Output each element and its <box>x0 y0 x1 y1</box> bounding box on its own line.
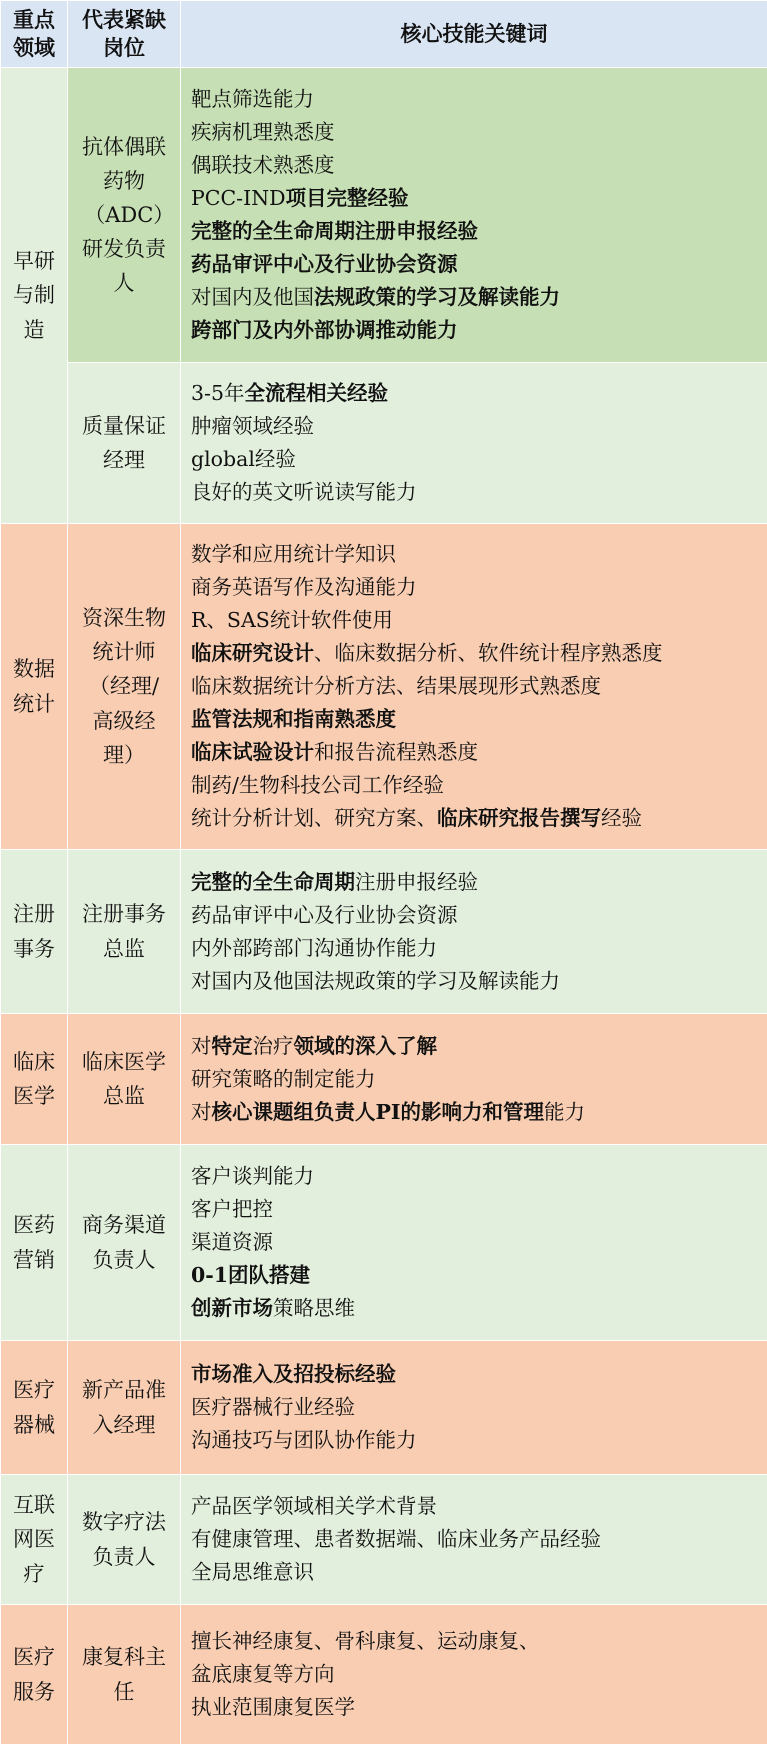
skill-text-bold: 完整的全生命周期注册申报经验 <box>191 219 478 243</box>
table-row <box>1 850 767 1014</box>
skills-cell <box>181 1475 767 1605</box>
skill-line <box>191 736 759 769</box>
role-cell: 质量保证经理 <box>68 363 181 524</box>
domain-cell: 医疗器械 <box>1 1341 68 1475</box>
skill-text: 研究策略的制定能力 <box>191 1066 376 1091</box>
skill-text: 、临床数据分析、软件统计程序熟悉度 <box>314 641 663 665</box>
skill-line <box>191 1523 759 1556</box>
skill-text: 经验 <box>601 806 642 830</box>
skill-line <box>191 866 759 899</box>
role-cell: 临床医学总监 <box>68 1014 181 1145</box>
skill-line <box>191 314 759 347</box>
skill-text: 靶点筛选能力 <box>191 87 314 111</box>
role-cell: 商务渠道负责人 <box>68 1145 181 1341</box>
header-skills: 核心技能关键词 <box>181 1 767 68</box>
header-domain: 重点领域 <box>1 1 68 68</box>
skill-text-bold: 临床试验设计 <box>191 740 314 764</box>
role-cell: 数字疗法负责人 <box>68 1475 181 1605</box>
skill-text: 良好的英文听说读写能力 <box>191 480 417 504</box>
skill-text: 渠道资源 <box>191 1230 273 1254</box>
domain-cell: 注册事务 <box>1 850 68 1014</box>
table-row <box>1 1145 767 1341</box>
skill-line <box>191 83 759 116</box>
skill-line <box>191 281 759 314</box>
skill-text: 擅长神经康复、骨科康复、运动康复、 <box>191 1629 540 1653</box>
skill-line <box>191 802 759 835</box>
skill-line <box>191 1292 759 1325</box>
domain-cell: 互联网医疗 <box>1 1475 68 1605</box>
domain-cell: 数据统计 <box>1 524 68 850</box>
skill-text-bold: 项目完整经验 <box>285 186 409 210</box>
skill-text: 执业范围康复医学 <box>191 1695 355 1719</box>
skill-line <box>191 149 759 182</box>
skill-line <box>191 1358 759 1391</box>
skill-text: 客户谈判能力 <box>191 1164 314 1188</box>
skill-line <box>191 215 759 248</box>
skill-line <box>191 1490 759 1523</box>
skill-line <box>191 899 759 932</box>
skill-text: 疾病机理熟悉度 <box>191 120 335 144</box>
skill-text: 医疗器械行业经验 <box>191 1395 355 1419</box>
domain-cell: 早研与制造 <box>1 68 68 524</box>
skill-line <box>191 1391 759 1424</box>
skill-text: 肿瘤领域经验 <box>191 414 314 438</box>
role-cell: 康复科主任 <box>68 1605 181 1745</box>
skill-line <box>191 248 759 281</box>
skill-text: 有健康管理、患者数据端、临床业务产品经验 <box>191 1527 601 1551</box>
role-cell: 资深生物统计师（经理/高级经理） <box>68 524 181 850</box>
skill-text: 治疗 <box>252 1033 294 1058</box>
skill-text: 统计分析计划、研究方案、 <box>191 806 437 830</box>
skill-line <box>191 637 759 670</box>
skill-line <box>191 1658 759 1691</box>
skill-line <box>191 703 759 736</box>
skill-line <box>191 1226 759 1259</box>
skill-text: 客户把控 <box>191 1197 273 1221</box>
skill-line <box>191 1691 759 1724</box>
skill-line <box>191 538 759 571</box>
role-cell: 抗体偶联药物（ADC）研发负责人 <box>68 68 181 363</box>
role-cell: 新产品准入经理 <box>68 1341 181 1475</box>
skill-line <box>191 1625 759 1658</box>
skill-text: 对国内及他国 <box>191 285 314 309</box>
skill-text: 对 <box>191 1099 212 1124</box>
skill-text-bold: 创新市场 <box>191 1296 273 1320</box>
table-row <box>1 1605 767 1745</box>
skill-text: 商务英语写作及沟通能力 <box>191 575 417 599</box>
skill-line <box>191 182 759 215</box>
skill-line <box>191 769 759 802</box>
skill-text: 药品审评中心及行业协会资源 <box>191 902 458 927</box>
skill-text: 产品医学领域相关学术背景 <box>191 1494 437 1518</box>
table-row <box>1 363 767 524</box>
header-role: 代表紧缺岗位 <box>68 1 181 68</box>
skills-cell <box>181 68 767 363</box>
domain-cell: 医药营销 <box>1 1145 68 1341</box>
skill-text: 内外部跨部门沟通协作能力 <box>191 935 437 960</box>
skill-line <box>191 604 759 637</box>
skill-text-bold: 0-1团队搭建 <box>191 1263 311 1287</box>
skill-text: 和报告流程熟悉度 <box>314 740 478 764</box>
skills-cell <box>181 524 767 850</box>
skill-text-bold: 特定 <box>211 1033 253 1058</box>
skill-text-bold: 市场准入及招投标经验 <box>191 1362 396 1386</box>
skill-text-bold: 跨部门及内外部协调推动能力 <box>191 318 458 342</box>
domain-cell: 医疗服务 <box>1 1605 68 1745</box>
skill-text-bold: 领域的深入了解 <box>293 1033 437 1058</box>
skill-line <box>191 1030 759 1063</box>
skill-text: global经验 <box>191 447 296 471</box>
role-cell: 注册事务总监 <box>68 850 181 1014</box>
skill-line <box>191 932 759 965</box>
table-row <box>1 68 767 363</box>
skill-text: 策略思维 <box>273 1296 355 1320</box>
skill-text: 3-5年 <box>191 381 245 405</box>
skill-line <box>191 443 759 476</box>
skills-cell <box>181 1145 767 1341</box>
skills-cell <box>181 1341 767 1475</box>
skill-text: R、SAS统计软件使用 <box>191 608 393 632</box>
skill-line <box>191 670 759 703</box>
skills-cell <box>181 850 767 1014</box>
skills-cell <box>181 1605 767 1745</box>
table-row <box>1 1014 767 1145</box>
skill-text: 沟通技巧与团队协作能力 <box>191 1428 417 1452</box>
skills-cell <box>181 1014 767 1145</box>
domain-cell: 临床医学 <box>1 1014 68 1145</box>
skill-text: 偶联技术熟悉度 <box>191 153 335 177</box>
skill-text-bold: 完整的全生命周期 <box>191 869 355 894</box>
skill-text-bold: 全流程相关经验 <box>244 381 389 405</box>
skill-text-bold: 临床研究设计 <box>191 641 314 665</box>
skill-line <box>191 1193 759 1226</box>
skill-text-bold: 临床研究报告撰写 <box>437 806 601 830</box>
skill-text: 注册申报经验 <box>355 869 478 894</box>
skill-line <box>191 377 759 410</box>
skills-cell <box>181 363 767 524</box>
table-row <box>1 524 767 850</box>
skill-line <box>191 410 759 443</box>
skill-text-bold: 药品审评中心及行业协会资源 <box>191 252 458 276</box>
skill-line <box>191 116 759 149</box>
skill-text: 临床数据统计分析方法、结果展现形式熟悉度 <box>191 674 601 698</box>
skill-line <box>191 1063 759 1096</box>
skill-text: 数学和应用统计学知识 <box>191 542 396 566</box>
skill-line <box>191 1424 759 1457</box>
skill-line <box>191 1556 759 1589</box>
skill-text-bold: 法规政策的学习及解读能力 <box>314 285 560 309</box>
skill-line <box>191 476 759 509</box>
skill-line <box>191 1160 759 1193</box>
skill-text: 对 <box>191 1033 212 1058</box>
skill-line <box>191 571 759 604</box>
skill-text-bold: 监管法规和指南熟悉度 <box>191 707 396 731</box>
skill-text-bold: 核心课题组负责人PI的影响力和管理 <box>211 1099 545 1124</box>
header-row <box>1 1 767 68</box>
skill-line <box>191 1259 759 1292</box>
skill-line <box>191 1096 759 1129</box>
skill-text: 全局思维意识 <box>191 1560 314 1584</box>
skill-line <box>191 965 759 998</box>
skill-text: 盆底康复等方向 <box>191 1662 335 1686</box>
skill-text: 能力 <box>544 1099 586 1124</box>
table-row <box>1 1341 767 1475</box>
table-row <box>1 1475 767 1605</box>
skill-text: 制药/生物科技公司工作经验 <box>191 773 444 797</box>
skill-text: PCC-IND <box>191 186 286 210</box>
skill-text: 对国内及他国法规政策的学习及解读能力 <box>191 968 560 993</box>
